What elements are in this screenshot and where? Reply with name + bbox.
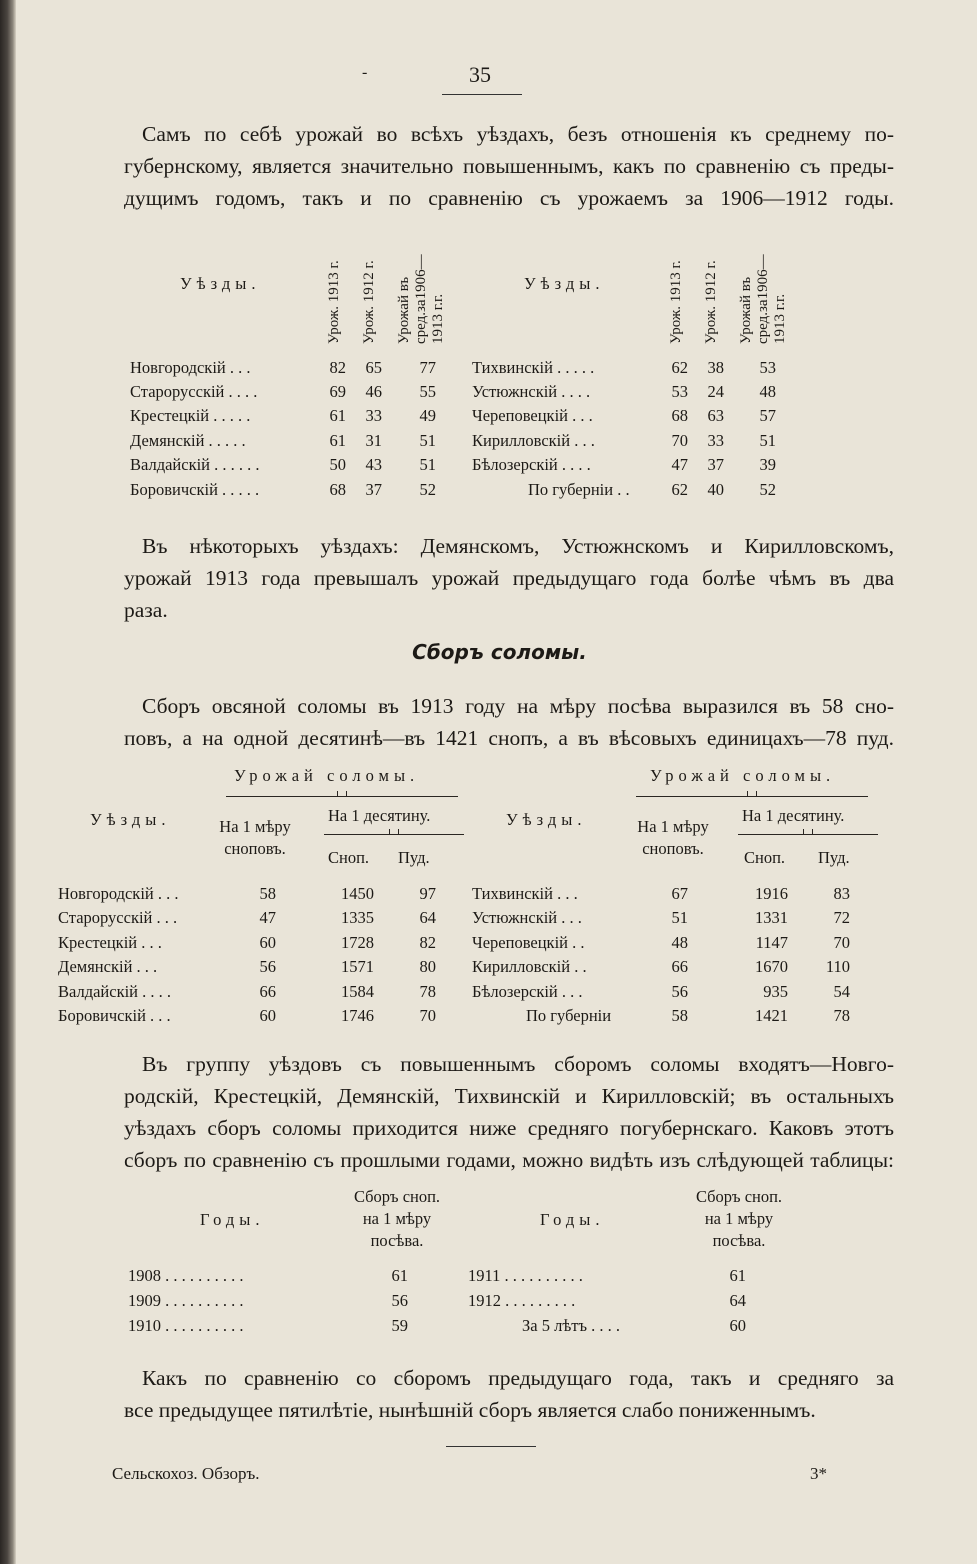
table-cell: 97 [419,884,436,903]
section-heading: Сборъ соломы. [412,640,587,664]
table-cell: 53 [671,382,688,401]
table-cell: 61 [729,1266,746,1285]
table-row-name: По губерніи [526,1006,612,1025]
table-cell: 47 [671,455,688,474]
table-cell: 50 [329,455,346,474]
table-cell: 48 [671,933,688,952]
table-row-name: За 5 лѣтъ . . . . [522,1316,621,1335]
table-cell: 40 [707,480,724,499]
table-row-name: Валдайскій . . . . . . [130,455,260,474]
table-cell: 64 [419,908,436,927]
super-header: Урожай соломы. [650,766,836,785]
table-cell: 110 [825,957,850,976]
column-header-years: Годы. [200,1210,265,1229]
table-row-name: Кирилловскій . . . [472,431,595,450]
table-cell: 935 [763,982,788,1001]
text-line: Какъ по сравненію со сборомъ предыдущаго года, такъ и средняго за [142,1366,894,1390]
text-line: родскій, Крестецкій, Демянскій, Тихвинскій и Кирилловскій; въ остальныхъ [124,1084,894,1108]
table-cell: 70 [671,431,688,450]
table-cell: 57 [759,406,776,425]
table-row-name: Новгородскій . . . [130,358,251,377]
table-cell: 80 [419,957,436,976]
table-row-name: 1911 . . . . . . . . . . [468,1266,583,1285]
column-header-1913: Урож. 1913 г. [326,260,342,344]
column-header-sheaves [332,1186,462,1252]
table-cell: 78 [419,982,436,1001]
table-row-name: Крестецкій . . . [58,933,162,952]
table-cell: 53 [759,358,776,377]
table-cell: 24 [707,382,724,401]
header-line: сред.за1906— [413,254,429,344]
column-header-1912: Урож. 1912 г. [703,260,719,344]
column-header-snop: Сноп. [744,848,786,867]
column-header-per-desyatina: На 1 десятину. [742,806,845,825]
table-cell: 37 [365,480,382,499]
column-header-1912: Урож. 1912 г. [361,260,377,344]
table-cell: 67 [671,884,688,903]
table-cell: 33 [707,431,724,450]
table-cell: 37 [707,455,724,474]
table-cell: 62 [671,480,688,499]
text-line: все предыдущее пятилѣтіе, нынѣшній сборъ является слабо пониженнымъ. [124,1398,816,1422]
table-row-name: Череповецкій . . [472,933,585,952]
table-cell: 33 [365,406,382,425]
table-cell: 60 [729,1316,746,1335]
page-number: 35 [469,62,491,87]
footer-rule [446,1446,536,1447]
table-cell: 83 [833,884,850,903]
text-line: повъ, а на одной десятинѣ—въ 1421 снопъ, а въ вѣсовыхъ единицахъ—78 пуд. [124,726,894,750]
table-cell: 51 [759,431,776,450]
text-line: Въ нѣкоторыхъ уѣздахъ: Демянскомъ, Устюжнскомъ и Кирилловскомъ, [142,534,894,558]
table-row-name: Новгородскій . . . [58,884,179,903]
table-cell: 1670 [755,957,788,976]
table-cell: 1746 [341,1006,374,1025]
table-row-name: Демянскій . . . [58,957,158,976]
table-cell: 65 [365,358,382,377]
column-header-uezdy: Уѣзды. [180,274,261,293]
table-cell: 66 [259,982,276,1001]
table-cell: 66 [671,957,688,976]
table-cell: 38 [707,358,724,377]
table-row-name: Кирилловскій . . [472,957,587,976]
table-cell: 68 [671,406,688,425]
text-line: губернскому, является значительно повышеннымъ, какъ по сравненію съ преды- [124,154,894,178]
table-row-name: Череповецкій . . . [472,406,593,425]
header-line: Урожай въ [396,276,412,344]
table-cell: 1571 [341,957,374,976]
table-row-name: Демянскій . . . . . [130,431,246,450]
table-row-name: По губерніи . . [528,480,630,499]
column-header-1913: Урож. 1913 г. [668,260,684,344]
column-header-pud: Пуд. [818,848,850,867]
table-cell: 1728 [341,933,374,952]
table-cell: 46 [365,382,382,401]
table-cell: 58 [671,1006,688,1025]
column-header-uezdy: Уѣзды. [506,810,587,829]
header-line: посѣва. [712,1231,766,1250]
text-line: раза. [124,598,168,622]
table-cell: 1450 [341,884,374,903]
header-line: сноповъ. [642,839,704,858]
table-cell: 60 [259,933,276,952]
column-header-pud: Пуд. [398,848,430,867]
table-cell: 56 [391,1291,408,1310]
table-row-name: Бѣлозерскій . . . [472,982,583,1001]
footer-sheet-mark: 3* [810,1464,827,1483]
table-row-name: 1909 . . . . . . . . . . [128,1291,244,1310]
table-cell: 78 [833,1006,850,1025]
table-row-name: Старорусскій . . . . [130,382,258,401]
table-row-name: Старорусскій . . . [58,908,178,927]
table-cell: 51 [419,431,436,450]
table-cell: 1335 [341,908,374,927]
text-line: сборъ по сравненію съ прошлыми годами, можно видѣть изъ слѣдующей таблицы: [124,1148,894,1172]
column-header-uezdy: Уѣзды. [524,274,605,293]
header-line: На 1 мѣру [637,817,709,836]
table-cell: 61 [391,1266,408,1285]
table-row-name: Тихвинскій . . . [472,884,578,903]
table-cell: 72 [833,908,850,927]
table-cell: 61 [329,406,346,425]
table-cell: 64 [729,1291,746,1310]
table-cell: 61 [329,431,346,450]
table-cell: 59 [391,1316,408,1335]
table-row-name: 1908 . . . . . . . . . . [128,1266,244,1285]
table-cell: 1147 [755,933,788,952]
header-line: сноповъ. [224,839,286,858]
table-cell: 1331 [755,908,788,927]
table-cell: 58 [259,884,276,903]
table-cell: 70 [419,1006,436,1025]
header-line: Сборъ сноп. [353,1187,441,1206]
column-header-per-desyatina: На 1 десятину. [328,806,431,825]
table-cell: 39 [759,455,776,474]
book-spine [0,0,16,1564]
table-cell: 77 [419,358,436,377]
table-cell: 56 [671,982,688,1001]
text-line: урожай 1913 года превышалъ урожай предыдущаго года болѣе чѣмъ въ два [124,566,894,590]
text-line: дущимъ годомъ, такъ и по сравненію съ урожаемъ за 1906—1912 годы. [124,186,894,210]
paragraph-conclusion [124,1362,894,1426]
table-cell: 52 [759,480,776,499]
table-cell: 60 [259,1006,276,1025]
text-line: Самъ по себѣ урожай во всѣхъ уѣздахъ, безъ отношенія къ среднему по- [142,122,894,146]
super-header: Урожай соломы. [234,766,420,785]
table-cell: 82 [419,933,436,952]
table-cell: 49 [419,406,436,425]
table-row-name: Тихвинскій . . . . . [472,358,595,377]
text-line: уѣздахъ сборъ соломы приходится ниже средняго погубернскаго. Каковъ этотъ [124,1116,894,1140]
table-row-name: Боровичскій . . . [58,1006,171,1025]
table-cell: 47 [259,908,276,927]
page-mark: - [362,64,368,81]
table-row-name: Боровичскій . . . . . [130,480,260,499]
table-row-name: 1912 . . . . . . . . . [468,1291,576,1310]
table-cell: 68 [329,480,346,499]
table-row-name: Бѣлозерскій . . . . [472,455,591,474]
table-cell: 82 [329,358,346,377]
header-line: 1913 г.г. [430,293,446,344]
table-cell: 31 [365,431,382,450]
header-line: на 1 мѣру [704,1209,774,1228]
years-table [22,0,977,1360]
table-cell: 1916 [755,884,788,903]
header-line: на 1 мѣру [362,1209,432,1228]
header-line: На 1 мѣру [219,817,291,836]
header-line: посѣва. [370,1231,424,1250]
footer-signature: Сельскохоз. Обзоръ. [112,1464,260,1483]
table-row-name: Устюжнскій . . . [472,908,582,927]
column-header-snop: Сноп. [328,848,370,867]
text-line: Сборъ овсяной соломы въ 1913 году на мѣру посѣва выразился въ 58 сно- [142,694,894,718]
table-cell: 62 [671,358,688,377]
table-cell: 54 [833,982,850,1001]
header-line: Урожай въ [738,276,754,344]
table-cell: 51 [419,455,436,474]
table-cell: 48 [759,382,776,401]
header-line: Сборъ сноп. [695,1187,783,1206]
header-line: сред.за1906— [755,254,771,344]
table-cell: 1584 [341,982,374,1001]
table-cell: 63 [707,406,724,425]
table-cell: 1421 [755,1006,788,1025]
table-cell: 56 [259,957,276,976]
table-cell: 70 [833,933,850,952]
table-row-name: Устюжнскій . . . . [472,382,591,401]
table-cell: 43 [365,455,382,474]
header-line: 1913 г.г. [772,293,788,344]
column-header-years: Годы. [540,1210,605,1229]
document-page [22,0,977,1564]
table-row-name: Валдайскій . . . . [58,982,172,1001]
column-header-uezdy: Уѣзды. [90,810,171,829]
table-cell: 69 [329,382,346,401]
column-header-sheaves [674,1186,804,1252]
table-cell: 55 [419,382,436,401]
table-cell: 51 [671,908,688,927]
table-cell: 52 [419,480,436,499]
table-row-name: Крестецкій . . . . . [130,406,251,425]
text-line: Въ группу уѣздовъ съ повышеннымъ сборомъ соломы входятъ—Новго- [142,1052,894,1076]
table-row-name: 1910 . . . . . . . . . . [128,1316,244,1335]
